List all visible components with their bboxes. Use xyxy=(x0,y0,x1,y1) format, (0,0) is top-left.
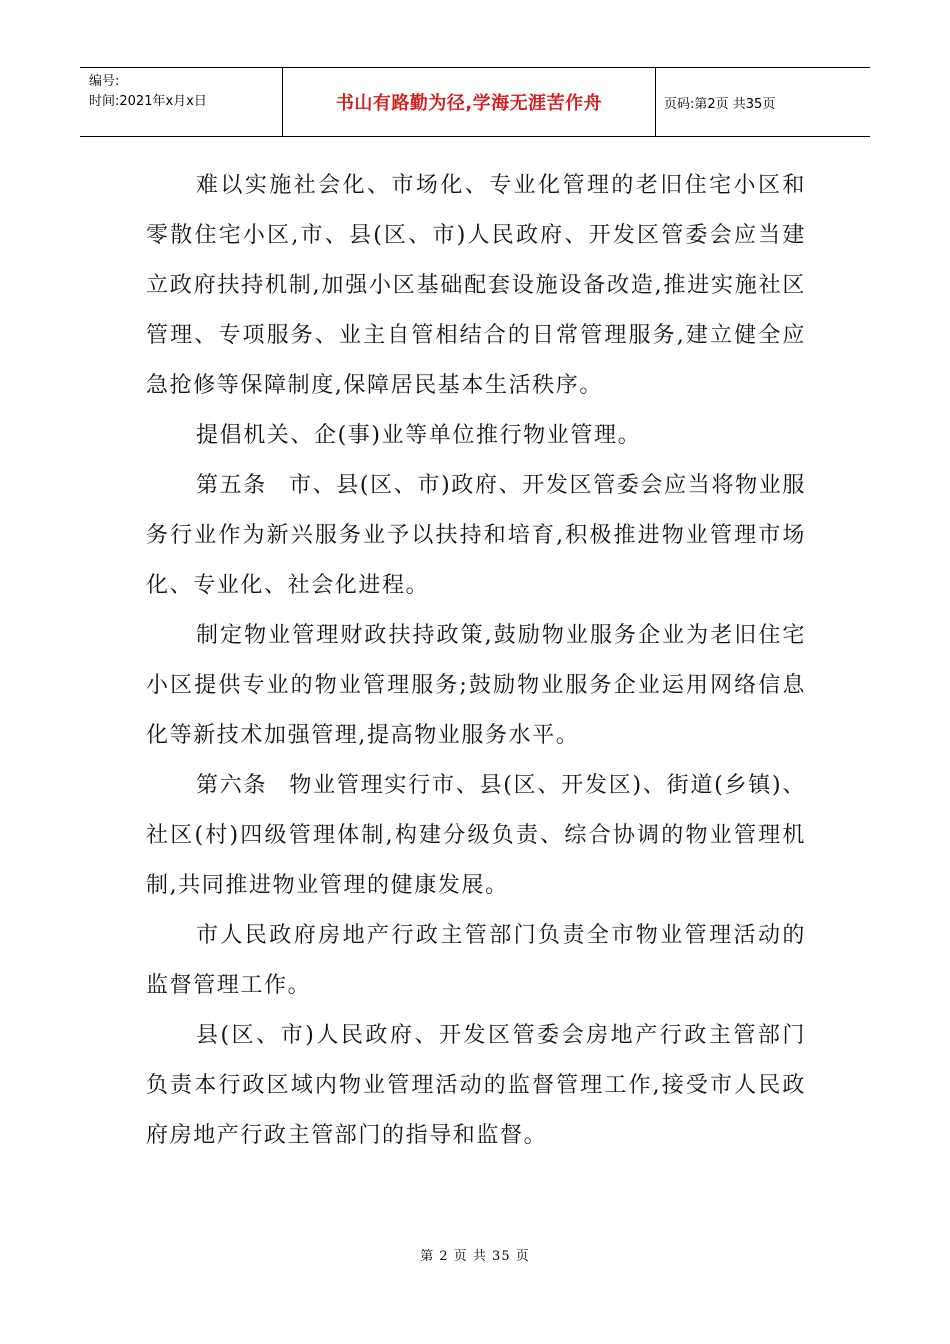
paragraph-text: 难以实施社会化、市场化、专业化管理的老旧住宅小区和零散住宅小区,市、县(区、市)人民政府、开发区管委会应当建立政府扶持机制,加强小区基础配套设施设备改造,推进实施社区管理、专项服务、业主自管相结合的日常管理服务,建立健全应急抢修等保障制度,保障居民基本生活秩序。 xyxy=(146,173,806,398)
document-number-label: 编号: xyxy=(89,74,120,89)
paragraph-article-6 xyxy=(146,761,806,911)
article-number: 第五条 xyxy=(196,473,267,498)
paragraph-text: 县(区、市)人民政府、开发区管委会房地产行政主管部门负责本行政区域内物业管理活动的监督管理工作,接受市人民政府房地产行政主管部门的指导和监督。 xyxy=(146,1023,806,1148)
paragraph-text: 制定物业管理财政扶持政策,鼓励物业服务企业为老旧住宅小区提供专业的物业管理服务;鼓励物业服务企业运用网络信息化等新技术加强管理,提高物业服务水平。 xyxy=(146,623,806,748)
paragraph-text: 市、县(区、市)政府、开发区管委会应当将物业服务行业作为新兴服务业予以扶持和培育,积极推进物业管理市场化、专业化、社会化进程。 xyxy=(146,473,806,598)
paragraph xyxy=(146,411,806,461)
paragraph-article-5 xyxy=(146,461,806,611)
paragraph-text: 物业管理实行市、县(区、开发区)、街道(乡镇)、社区(村)四级管理体制,构建分级负责、综合协调的物业管理机制,共同推进物业管理的健康发展。 xyxy=(146,773,807,898)
header-page-info: 页码:第2页 共35页 xyxy=(664,96,776,112)
paragraph-text: 提倡机关、企(事)业等单位推行物业管理。 xyxy=(196,423,642,448)
article-number: 第六条 xyxy=(196,773,268,798)
page-header xyxy=(80,67,870,137)
paragraph xyxy=(146,611,806,761)
paragraph xyxy=(146,1011,806,1161)
paragraph-text: 市人民政府房地产行政主管部门负责全市物业管理活动的监督管理工作。 xyxy=(146,923,806,998)
document-body xyxy=(146,161,806,1161)
header-motto: 书山有路勤为径,学海无涯苦作舟 xyxy=(283,68,656,136)
paragraph xyxy=(146,161,806,411)
paragraph xyxy=(146,911,806,1011)
document-time-label: 时间:2021年x月x日 xyxy=(89,94,207,109)
page-footer: 第 2 页 共 35 页 xyxy=(420,1249,530,1264)
header-meta xyxy=(80,68,283,136)
